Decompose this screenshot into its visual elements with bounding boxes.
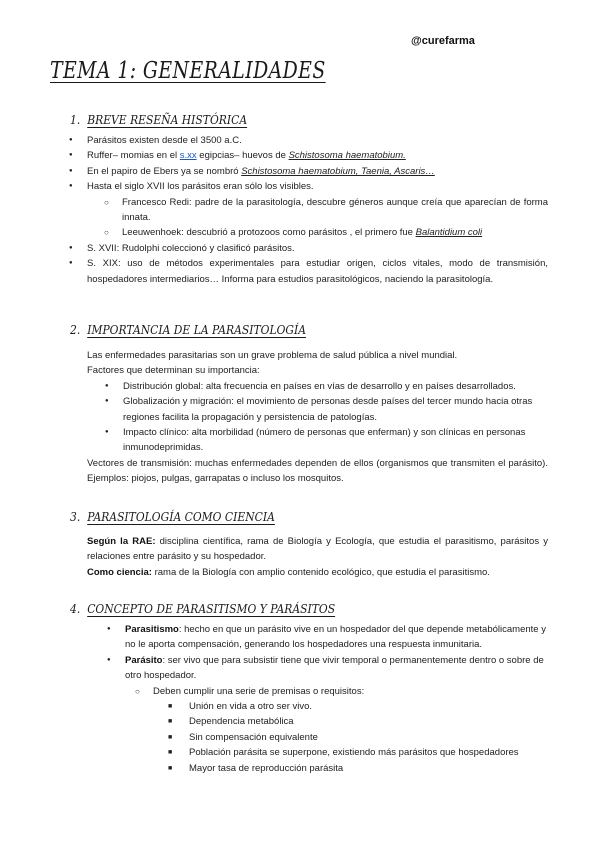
- list-item: ● Parasitismo: hecho en que un parásito vive en un hospedador del que depende metabólicamente y no le aporta compensación, generando los hospedadores una respuesta inmunitaria.: [108, 622, 548, 653]
- species-name: Schistosoma haematobium.: [288, 150, 406, 162]
- term-label: Parásito: [125, 654, 163, 666]
- brand-handle: @curefarma: [411, 35, 475, 47]
- section-2-body: [87, 348, 548, 487]
- list-item: ● En el papiro de Ebers ya se nombró Schistosoma haematobium, Taenia, Ascaris…: [70, 164, 548, 179]
- list-item: ● Parásito: ser vivo que para subsistir tiene que vivir temporal o permanentemente dentro o sobre de otro hospedador.: [108, 653, 548, 684]
- list-item: ● S. XIX: uso de métodos experimentales para estudiar origen, ciclos vitales, modo de transmisión, hospedadores intermediarios… Informa para estudios parasitológicos, naciendo la parasitología.: [70, 256, 548, 287]
- paragraph: Vectores de transmisión: muchas enfermedades dependen de ellos (organismos que transmiten el parásito). Ejemplos: piojos, pulgas, garrapatas o incluso los mosquitos.: [87, 457, 548, 485]
- section-3-body: [87, 534, 548, 580]
- term-label: Parasitismo: [125, 624, 179, 635]
- paragraph: Las enfermedades parasitarias son un grave problema de salud pública a nivel mundial.: [87, 350, 458, 361]
- page-title: TEMA 1: GENERALIDADES: [50, 58, 326, 84]
- section-4-title: CONCEPTO DE PARASITISMO Y PARÁSITOS: [87, 601, 336, 616]
- section-3-number: 3.: [70, 509, 81, 524]
- sub-list-item: ○ Deben cumplir una serie de premisas o requisitos: ■ Unión en vida a otro ser vivo. ■ Dependencia metabólica ■ Sin compensación equivalente ■ Población parásita se superpone, existiendo más parásitos que hospedadores ■ Mayor tasa de reproducción parásita: [136, 684, 548, 776]
- paragraph: Factores que determinan su importancia:: [87, 365, 260, 377]
- term-label: Según la RAE:: [87, 536, 156, 547]
- section-2-heading: [70, 322, 306, 337]
- list-item: ● Globalización y migración: el movimiento de personas desde países del tercer mundo hacia otras regiones facilita la propagación y persistencia de patologías.: [106, 394, 548, 425]
- paragraph: Según la RAE: disciplina científica, rama de Biología y Ecología, que estudia el parasitismo, parásitos y relaciones entre parásito y su hospedador.: [87, 536, 548, 563]
- list-item: ● Distribución global: alta frecuencia en países en vías de desarrollo y en países desarrollados.: [106, 379, 548, 394]
- species-name: Schistosoma haematobium, Taenia, Ascaris…: [241, 165, 435, 177]
- sub-list-item: ○ Francesco Redi: padre de la parasitología, descubre géneros aunque creía que aparecían de forma innata.: [105, 195, 548, 226]
- list-item: ● Hasta el siglo XVII los parásitos eran sólo los visibles.: [70, 179, 548, 194]
- species-name: Balantidium coli: [415, 227, 483, 239]
- paragraph: Como ciencia: rama de la Biología con amplio contenido ecológico, que estudia el parasitismo.: [87, 566, 490, 578]
- requirement-item: ■ Sin compensación equivalente: [169, 730, 548, 745]
- list-item: ● Impacto clínico: alta morbilidad (número de personas que enferman) y son clínicas en personas inmunodeprimidas.: [106, 425, 548, 456]
- section-4-heading: [70, 601, 335, 616]
- section-1-heading: [70, 112, 247, 127]
- sub-list-item: ○ Leeuwenhoek: descubrió a protozoos como parásitos , el primero fue Balantidium coli: [105, 225, 548, 240]
- section-3-title: PARASITOLOGÍA COMO CIENCIA: [87, 509, 275, 524]
- section-1-title: BREVE RESEÑA HISTÓRICA: [87, 112, 248, 127]
- requirement-item: ■ Mayor tasa de reproducción parásita: [169, 761, 548, 776]
- requirement-item: ■ Población parásita se superpone, existiendo más parásitos que hospedadores: [169, 745, 548, 760]
- section-2-title: IMPORTANCIA DE LA PARASITOLOGÍA: [87, 322, 307, 337]
- section-2-number: 2.: [70, 322, 81, 337]
- requirement-item: ■ Dependencia metabólica: [169, 714, 548, 729]
- requirement-item: ■ Unión en vida a otro ser vivo.: [169, 699, 548, 714]
- list-item: ● S. XVII: Rudolphi coleccionó y clasificó parásitos.: [70, 241, 548, 256]
- section-4-number: 4.: [70, 601, 81, 616]
- term-label: Como ciencia:: [87, 566, 152, 578]
- sxx-link[interactable]: s.xx: [179, 150, 197, 162]
- section-4-body: [108, 622, 548, 776]
- section-1-number: 1.: [70, 112, 81, 127]
- list-item: ● Parásitos existen desde el 3500 a.C.: [70, 133, 548, 148]
- section-1-body: [70, 133, 548, 287]
- section-3-heading: [70, 509, 275, 524]
- list-item: ● Ruffer– momias en el s.xx egipcias– huevos de Schistosoma haematobium.: [70, 148, 548, 163]
